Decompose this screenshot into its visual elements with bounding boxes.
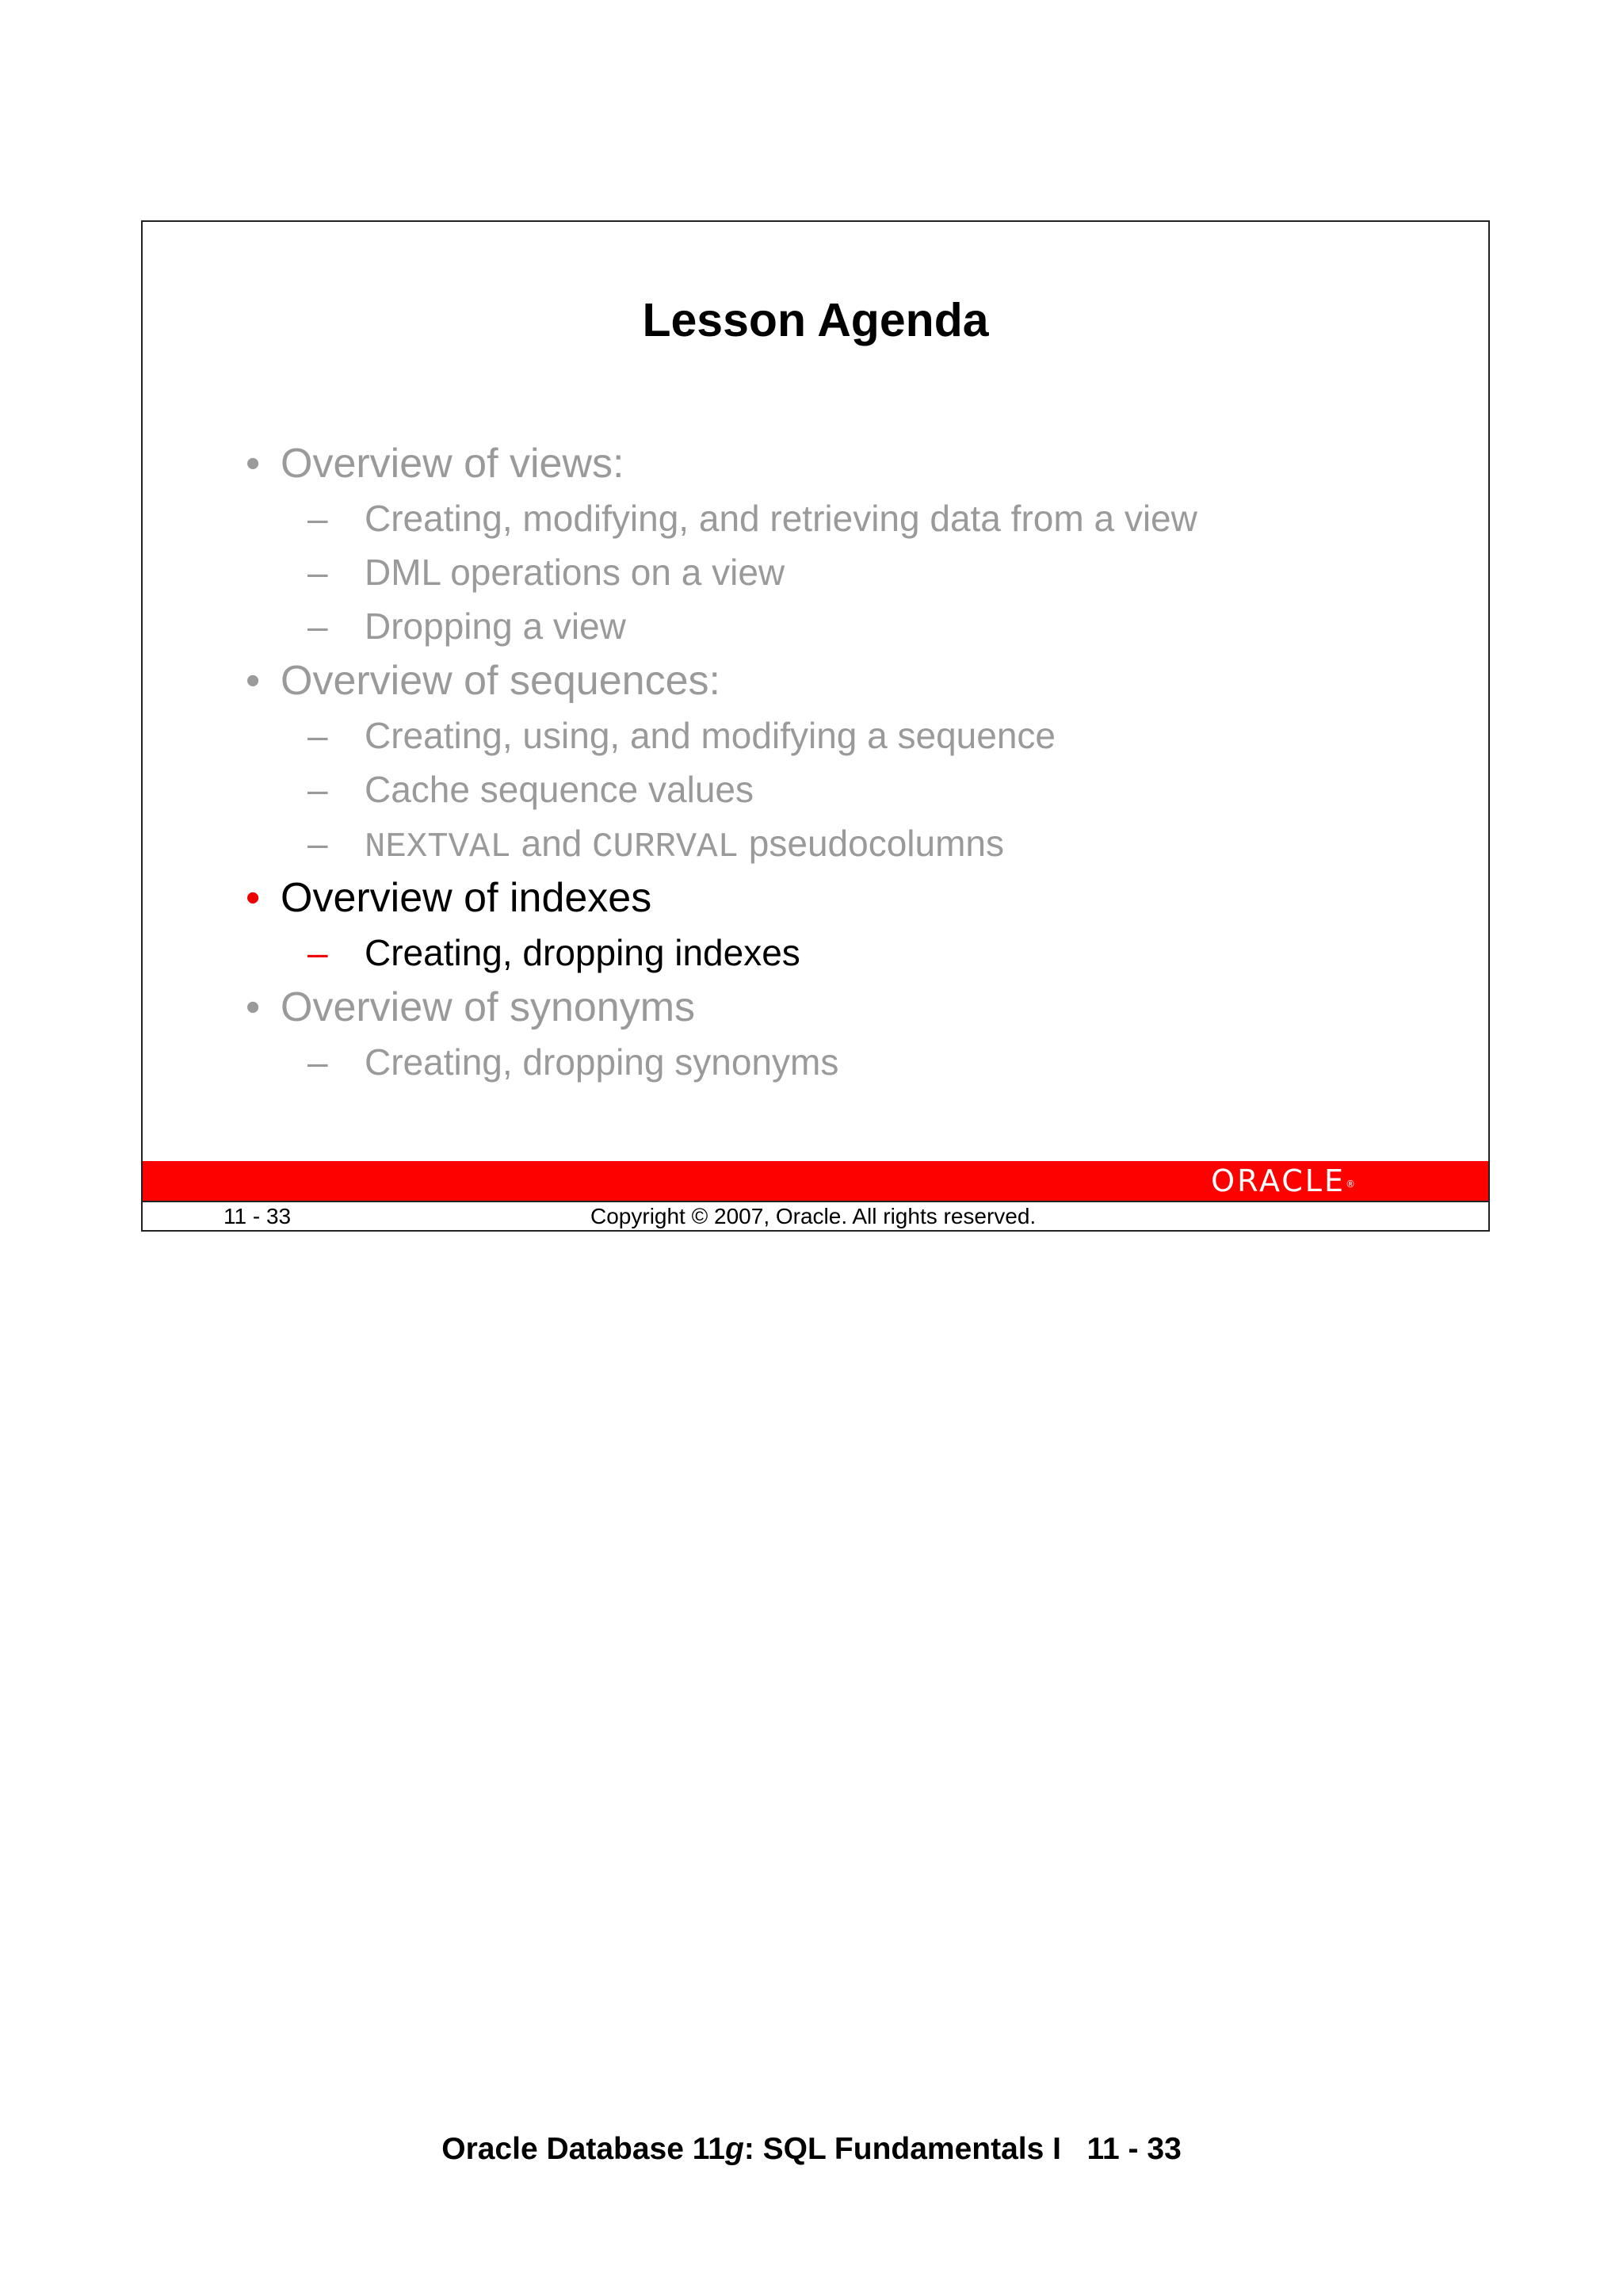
agenda-subitem-label: Dropping a view [365,606,626,647]
slide-number: 11 - 33 [223,1204,292,1228]
agenda-subitem-text: pseudocolumns [739,823,1004,864]
agenda-item-sequences [246,653,1434,709]
registered-mark-icon: ® [1346,1179,1355,1190]
copyright-notice: Copyright © 2007, Oracle. All rights reserved. [590,1204,1037,1228]
slide [141,220,1490,1232]
agenda-subitem [246,926,1434,980]
code-currval: CURRVAL [592,827,739,867]
oracle-logo-text: ORACLE [1211,1163,1346,1198]
page-footer [0,2132,1623,2167]
dash-icon: – [307,932,328,973]
agenda-subitem [246,709,1434,762]
dash-icon: – [307,552,328,593]
page-footer-text: Oracle Database 11 [441,2132,725,2166]
dash-icon: – [307,715,328,756]
agenda-subitem [246,599,1434,653]
agenda-subitem-label: DML operations on a view [365,552,785,593]
agenda-subitem [246,545,1434,599]
brand-band [143,1161,1488,1201]
agenda-item-indexes [246,870,1434,926]
agenda-item-synonyms [246,980,1434,1035]
agenda-list [246,436,1434,1089]
bullet-icon: • [246,441,261,487]
agenda-subitem-text: and [510,823,593,864]
agenda-subitem-label: Creating, dropping indexes [365,932,800,973]
page-footer-italic: g [724,2132,744,2166]
agenda-subitem [246,491,1434,545]
bullet-icon: • [246,984,261,1030]
code-nextval: NEXTVAL [365,827,511,867]
agenda-item-views [246,436,1434,491]
slide-footer [143,1201,1488,1232]
agenda-subitem-label: Creating, modifying, and retrieving data from a view [365,498,1197,539]
dash-icon: – [307,498,328,539]
agenda-subitem-label: Cache sequence values [365,769,754,810]
oracle-logo [1211,1163,1355,1199]
bullet-icon: • [246,658,261,704]
agenda-subitem [246,816,1434,870]
agenda-subitem-label: Creating, using, and modifying a sequence [365,715,1056,756]
bullet-icon: • [246,875,261,921]
dash-icon: – [307,769,328,810]
agenda-subitem [246,1035,1434,1089]
page-footer-text: : SQL Fundamentals I 11 - 33 [743,2132,1182,2166]
slide-title: Lesson Agenda [642,294,989,346]
agenda-item-label: Overview of indexes [281,875,652,921]
agenda-subitem [246,762,1434,816]
agenda-item-label: Overview of synonyms [281,984,696,1030]
dash-icon: – [307,606,328,647]
agenda-item-label: Overview of views: [281,441,624,487]
dash-icon: – [307,1041,328,1083]
dash-icon: – [307,823,328,864]
agenda-item-label: Overview of sequences: [281,658,720,704]
agenda-subitem-label: Creating, dropping synonyms [365,1041,839,1083]
